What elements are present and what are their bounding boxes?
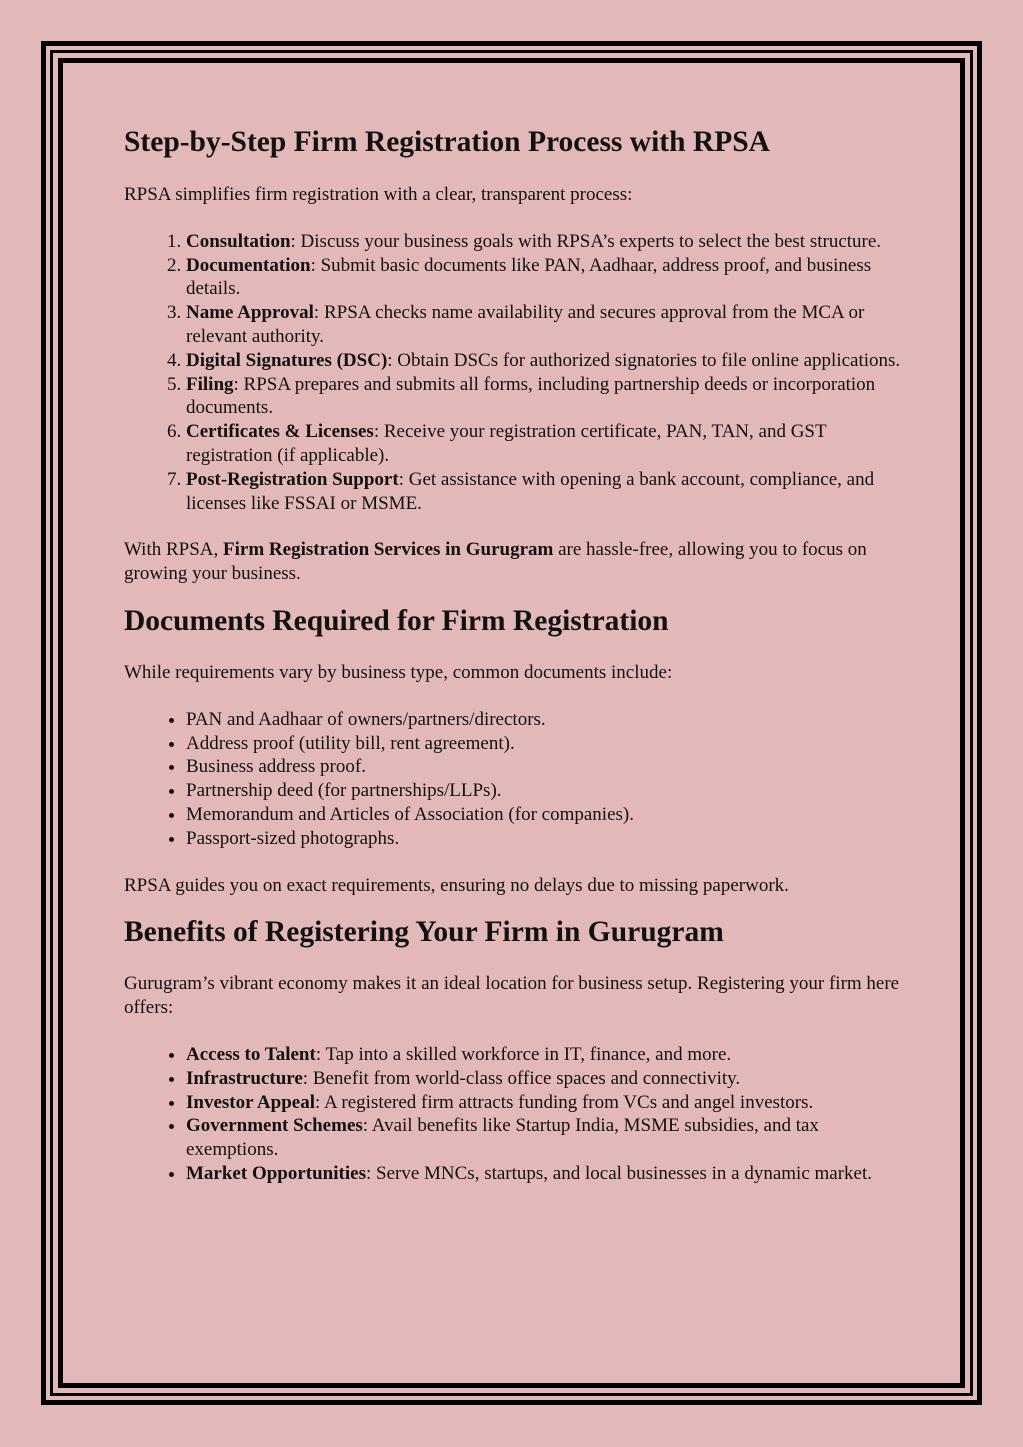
step-term: Consultation <box>186 230 291 252</box>
benefit-term: Access to Talent <box>186 1043 316 1065</box>
step-text: : Discuss your business goals with RPSA’s experts to select the best structure. <box>290 230 882 252</box>
section-heading-documents: Documents Required for Firm Registration <box>124 604 669 637</box>
list-item: • PAN and Aadhaar of owners/partners/directors. <box>186 708 904 732</box>
list-item: • Memorandum and Articles of Association (for companies). <box>186 803 904 827</box>
benefit-text: : Tap into a skilled workforce in IT, finance, and more. <box>315 1043 732 1065</box>
list-item: • Address proof (utility bill, rent agreement). <box>186 732 904 756</box>
process-intro: RPSA simplifies firm registration with a clear, transparent process: <box>124 184 633 205</box>
list-item <box>186 254 904 302</box>
closing-pre: With RPSA, <box>124 539 224 561</box>
closing-post: are hassle-free, allowing you to focus on growing your business. <box>124 539 867 585</box>
benefit-text: : Benefit from world-class office spaces and connectivity. <box>302 1067 741 1089</box>
list-item <box>186 230 904 254</box>
list-item: • Business address proof. <box>186 755 904 779</box>
documents-intro: While requirements vary by business type, common documents include: <box>124 661 673 683</box>
documents-closing: RPSA guides you on exact requirements, ensuring no delays due to missing paperwork. <box>124 874 789 896</box>
list-item <box>186 1067 904 1091</box>
step-term: Name Approval <box>186 302 314 324</box>
list-item <box>186 1114 904 1162</box>
step-term: Filing <box>186 373 234 395</box>
list-item <box>186 301 904 349</box>
benefit-term: Government Schemes <box>186 1115 363 1137</box>
benefit-text: : Serve MNCs, startups, and local businesses in a dynamic market. <box>365 1162 873 1184</box>
list-item <box>186 1162 904 1186</box>
section-heading-process: Step-by-Step Firm Registration Process with RPSA <box>124 126 770 158</box>
benefit-text: : Avail benefits like Startup India, MSME subsidies, and tax exemptions. <box>186 1115 819 1161</box>
step-term: Digital Signatures (DSC) <box>186 349 388 371</box>
list-item <box>186 468 904 516</box>
benefit-term: Investor Appeal <box>186 1091 315 1113</box>
step-text: : Submit basic documents like PAN, Aadhaar, address proof, and business details. <box>186 254 872 300</box>
process-steps-list <box>124 230 904 516</box>
list-item: • Partnership deed (for partnerships/LLPs). <box>186 779 904 803</box>
process-closing <box>124 538 904 586</box>
step-term: Post-Registration Support <box>186 468 399 490</box>
step-text: : RPSA checks name availability and secures approval from the MCA or relevant authority. <box>186 302 865 347</box>
section-heading-benefits: Benefits of Registering Your Firm in Gurugram <box>124 916 724 949</box>
benefits-intro: Gurugram’s vibrant economy makes it an ideal location for business setup. Registering your firm here offers: <box>124 973 900 1019</box>
list-item <box>186 1043 904 1067</box>
step-text: : Receive your registration certificate, PAN, TAN, and GST registration (if applicable). <box>186 421 827 466</box>
list-item <box>186 420 904 468</box>
list-item <box>186 349 904 373</box>
documents-list <box>124 708 904 851</box>
benefit-term: Market Opportunities <box>186 1162 366 1184</box>
step-text: : RPSA prepares and submits all forms, including partnership deeds or incorporation documents. <box>186 373 876 419</box>
step-term: Documentation <box>186 254 311 276</box>
page-content <box>124 122 904 1186</box>
step-text: : Obtain DSCs for authorized signatories to file online applications. <box>387 349 901 371</box>
list-item: • Passport-sized photographs. <box>186 827 904 851</box>
step-term: Certificates & Licenses <box>186 421 374 443</box>
benefit-text: : A registered firm attracts funding from VCs and angel investors. <box>314 1091 814 1113</box>
list-item <box>186 373 904 421</box>
closing-bold: Firm Registration Services in Gurugram <box>223 539 554 561</box>
list-item <box>186 1091 904 1115</box>
benefit-term: Infrastructure <box>186 1067 303 1089</box>
step-text: : Get assistance with opening a bank account, compliance, and licenses like FSSAI or MSME. <box>186 468 875 514</box>
benefits-list <box>124 1043 904 1186</box>
